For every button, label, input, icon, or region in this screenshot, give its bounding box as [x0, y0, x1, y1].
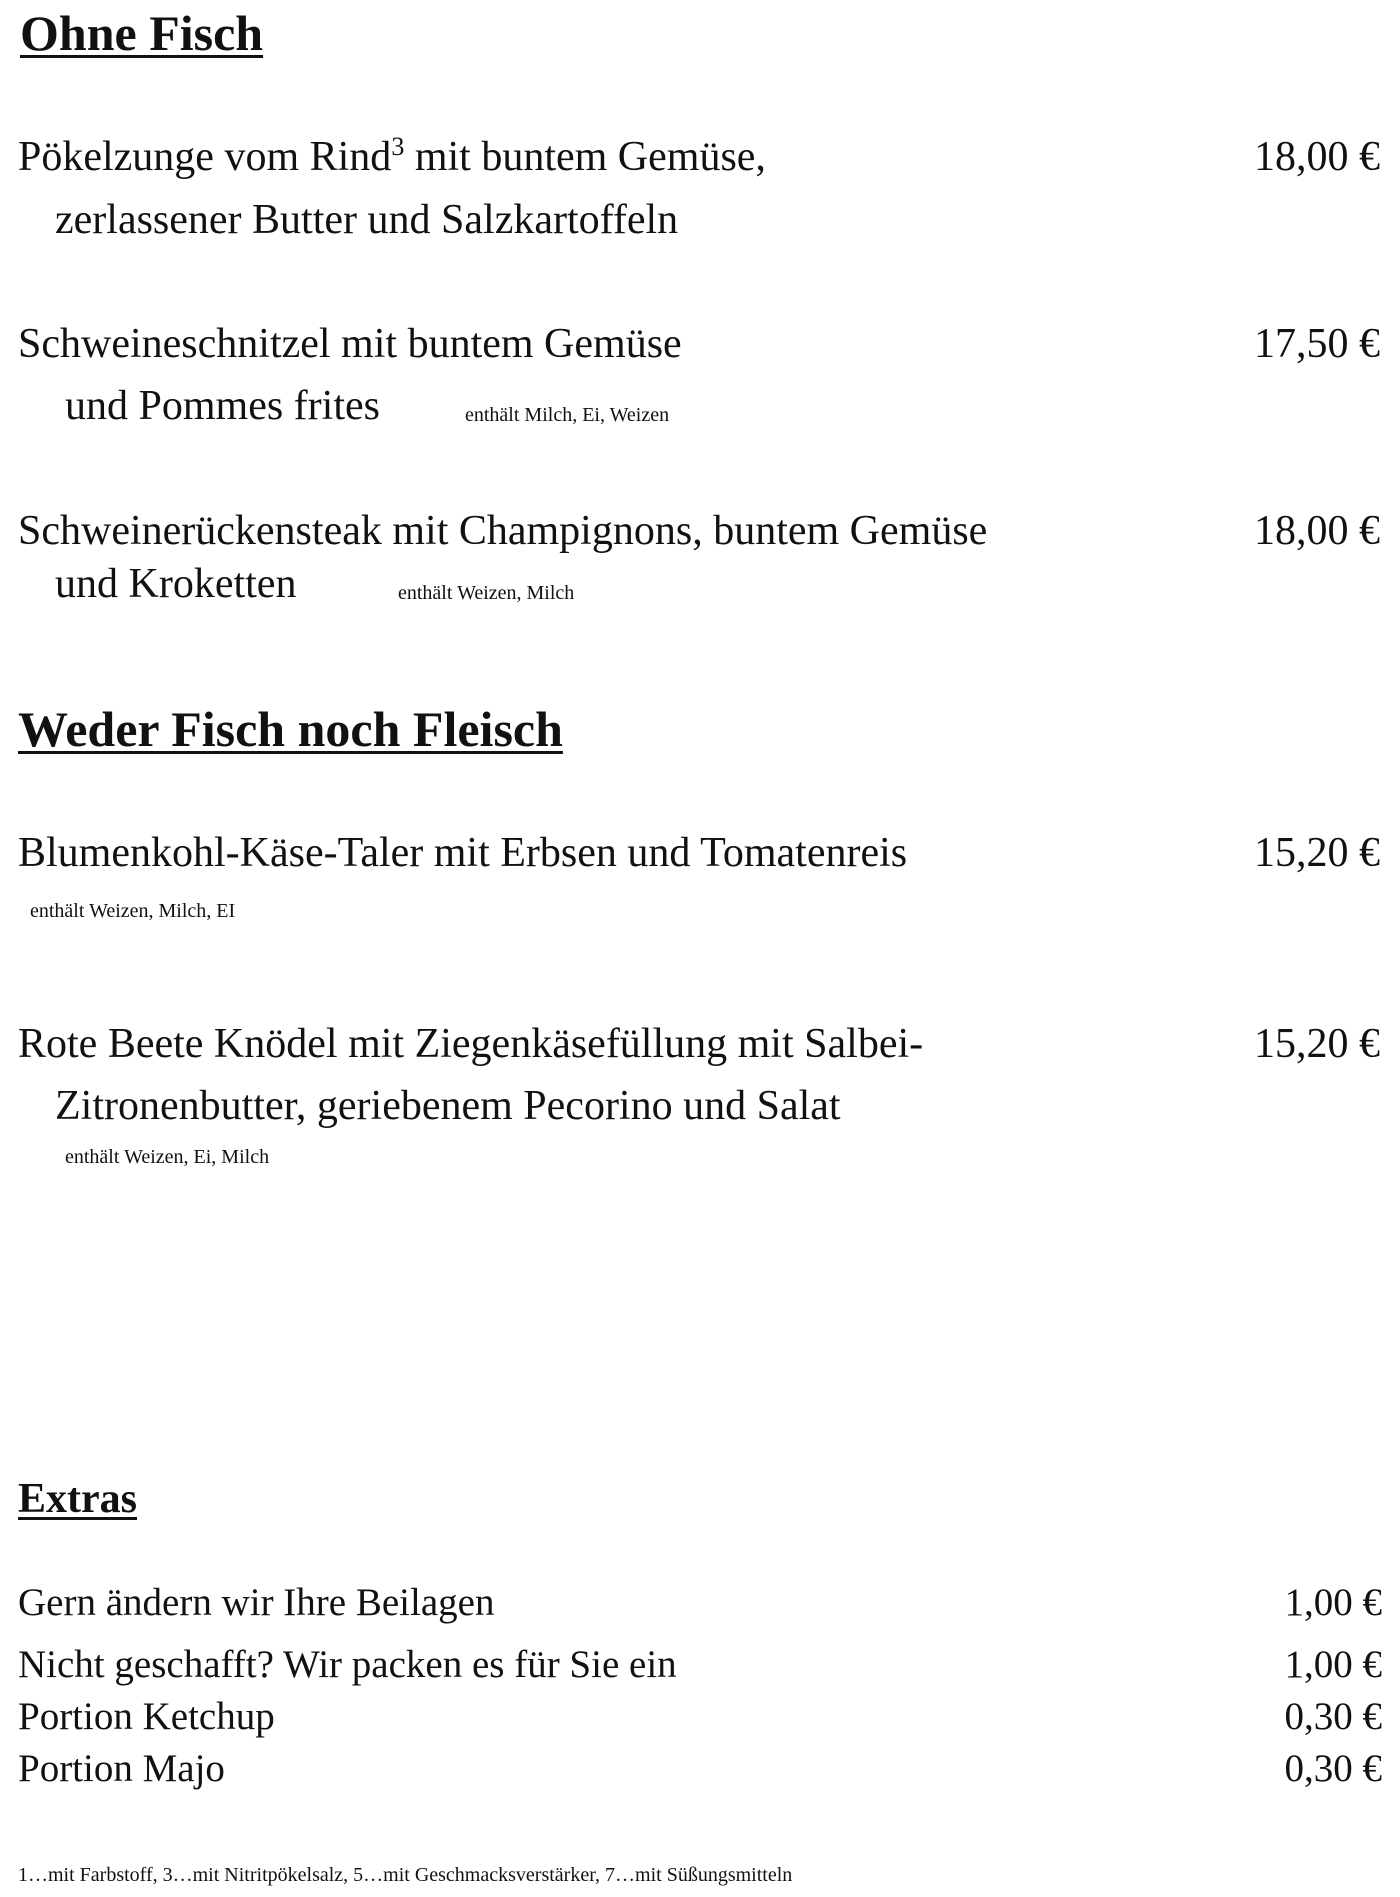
extra-item-label: Portion Majo — [18, 1747, 225, 1790]
dish-name-part: Pökelzunge vom Rind — [18, 134, 392, 180]
additive-superscript: 3 — [391, 132, 405, 161]
allergen-note: enthält Weizen, Milch — [398, 582, 575, 604]
dish-name-line1: Rote Beete Knödel mit Ziegenkäsefüllung mit Salbei- — [18, 1021, 924, 1067]
dish-name-line2: und Pommes frites — [65, 383, 380, 429]
extra-item-price: 1,00 € — [1284, 1643, 1382, 1686]
extra-item-price: 0,30 € — [1284, 1747, 1382, 1790]
dish-price: 18,00 € — [1254, 134, 1380, 180]
dish-name-line1: Schweineschnitzel mit buntem Gemüse — [18, 321, 682, 367]
extra-item-price: 1,00 € — [1284, 1581, 1382, 1624]
dish-name-line1 — [18, 133, 766, 181]
dish-name-line1: Schweinerückensteak mit Champignons, buntem Gemüse — [18, 508, 988, 554]
allergen-note: enthält Weizen, Ei, Milch — [65, 1146, 270, 1168]
dish-name-line2: Zitronenbutter, geriebenem Pecorino und Salat — [55, 1083, 841, 1129]
dish-name-line1: Blumenkohl-Käse-Taler mit Erbsen und Tomatenreis — [18, 830, 908, 876]
section-heading-extras: Extras — [18, 1476, 137, 1522]
dish-name-line2: zerlassener Butter und Salzkartoffeln — [55, 197, 679, 243]
section-heading-weder-fisch-noch-fleisch: Weder Fisch noch Fleisch — [18, 701, 563, 757]
dish-price: 15,20 € — [1254, 830, 1380, 876]
dish-name-part: mit buntem Gemüse, — [404, 134, 766, 180]
extra-item-label: Nicht geschafft? Wir packen es für Sie ein — [18, 1643, 677, 1686]
allergen-note: enthält Milch, Ei, Weizen — [465, 404, 670, 426]
dish-name-line2: und Kroketten — [55, 561, 297, 607]
extra-item-label: Portion Ketchup — [18, 1695, 275, 1738]
dish-price: 18,00 € — [1254, 508, 1380, 554]
dish-price: 15,20 € — [1254, 1021, 1380, 1067]
additives-footnote: 1…mit Farbstoff, 3…mit Nitritpökelsalz, 5…mit Geschmacksverstärker, 7…mit Süßungsmitteln — [18, 1864, 793, 1886]
extra-item-price: 0,30 € — [1284, 1695, 1382, 1738]
extra-item-label: Gern ändern wir Ihre Beilagen — [18, 1581, 495, 1624]
allergen-note: enthält Weizen, Milch, EI — [30, 900, 236, 922]
section-heading-ohne-fisch: Ohne Fisch — [20, 5, 264, 61]
dish-price: 17,50 € — [1254, 321, 1380, 367]
